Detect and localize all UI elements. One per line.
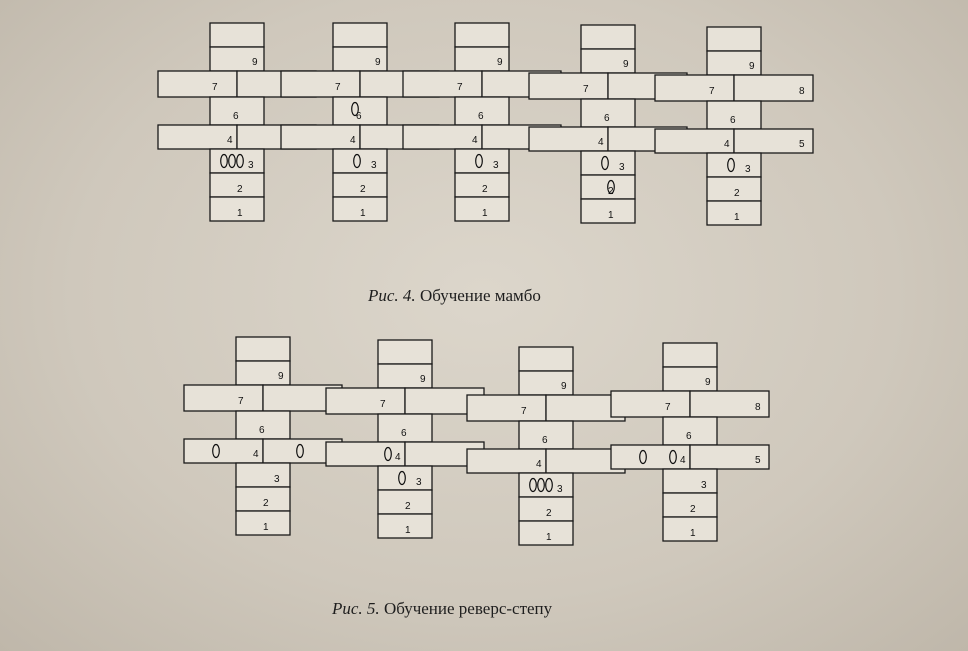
cell-number: 9	[252, 57, 258, 68]
grid-cell	[529, 73, 608, 99]
grid-cell	[467, 395, 546, 421]
cell-number: 1	[690, 528, 696, 539]
grid-cell	[236, 463, 290, 487]
cell-number: 5	[755, 455, 761, 466]
grid-cell	[707, 27, 761, 51]
grid-cell	[663, 343, 717, 367]
cell-number: 6	[542, 435, 548, 446]
cell-number: 9	[749, 61, 755, 72]
grid-cell	[663, 469, 717, 493]
cell-number: 1	[734, 212, 740, 223]
cell-number: 1	[608, 210, 614, 221]
step-diagram-4	[529, 25, 687, 223]
grid-cell	[378, 340, 432, 364]
grid-cell	[611, 391, 690, 417]
cell-number: 9	[561, 381, 567, 392]
cell-number: 4	[472, 135, 478, 146]
cell-number: 7	[583, 84, 589, 95]
cell-number: 6	[730, 115, 736, 126]
cell-number: 4	[253, 449, 259, 460]
cell-number: 7	[380, 399, 386, 410]
cell-number: 1	[546, 532, 552, 543]
grid-cell	[403, 125, 482, 149]
cell-number: 6	[478, 111, 484, 122]
cell-number: 9	[497, 57, 503, 68]
step-diagram-1	[158, 23, 316, 221]
grid-cell	[581, 25, 635, 49]
cell-number: 2	[734, 188, 740, 199]
cell-number: 3	[557, 484, 563, 495]
grid-cell	[403, 71, 482, 97]
grid-cell	[158, 125, 237, 149]
cell-number: 4	[724, 139, 730, 150]
step-diagram-5	[655, 27, 813, 225]
grid-cell	[611, 445, 690, 469]
step-diagram-7	[326, 340, 484, 538]
cell-number: 2	[405, 501, 411, 512]
cell-number: 7	[521, 406, 527, 417]
cell-number: 3	[371, 160, 377, 171]
grid-cell	[281, 125, 360, 149]
cell-number: 6	[686, 431, 692, 442]
cell-number: 2	[690, 504, 696, 515]
cell-number: 2	[263, 498, 269, 509]
cell-number: 3	[745, 164, 751, 175]
figure-5-title: Обучение реверс-степу	[383, 599, 553, 618]
figure-4-title: Обучение мамбо	[419, 286, 541, 305]
grid-cell	[467, 449, 546, 473]
cell-number: 6	[259, 425, 265, 436]
cell-number: 6	[356, 111, 362, 122]
grid-cell	[519, 347, 573, 371]
figure-4-caption	[368, 286, 541, 306]
grid-cell	[326, 388, 405, 414]
cell-number: 4	[227, 135, 233, 146]
figure-5-label: Рис. 5.	[332, 599, 380, 618]
figure-5-caption	[332, 599, 552, 619]
cell-number: 3	[416, 477, 422, 488]
figure-4-label: Рис. 4.	[368, 286, 416, 305]
cell-number: 3	[274, 474, 280, 485]
cell-number: 4	[395, 452, 401, 463]
cell-number: 1	[237, 208, 243, 219]
step-diagram-8	[467, 347, 625, 545]
cell-number: 7	[238, 396, 244, 407]
grid-cell	[281, 71, 360, 97]
cell-number: 7	[212, 82, 218, 93]
cell-number: 8	[799, 86, 805, 97]
grid-cell	[655, 75, 734, 101]
cell-number: 7	[709, 86, 715, 97]
grid-cell	[529, 127, 608, 151]
cell-number: 9	[375, 57, 381, 68]
cell-number: 3	[493, 160, 499, 171]
cell-number: 6	[233, 111, 239, 122]
cell-number: 3	[701, 480, 707, 491]
cell-number: 8	[755, 402, 761, 413]
grid-cell	[184, 385, 263, 411]
grid-cell	[455, 23, 509, 47]
step-diagram-3	[403, 23, 561, 221]
cell-number: 1	[405, 525, 411, 536]
cell-number: 1	[263, 522, 269, 533]
grid-cell	[236, 337, 290, 361]
grid-cell	[158, 71, 237, 97]
cell-number: 9	[420, 374, 426, 385]
step-diagram-6	[184, 337, 342, 535]
cell-number: 2	[546, 508, 552, 519]
step-diagram-2	[281, 23, 439, 221]
cell-number: 2	[608, 186, 614, 197]
cell-number: 4	[598, 137, 604, 148]
cell-number: 7	[335, 82, 341, 93]
cell-number: 2	[237, 184, 243, 195]
grid-cell	[210, 23, 264, 47]
cell-number: 6	[604, 113, 610, 124]
cell-number: 2	[360, 184, 366, 195]
cell-number: 9	[705, 377, 711, 388]
cell-number: 9	[278, 371, 284, 382]
cell-number: 2	[482, 184, 488, 195]
grid-cell	[333, 23, 387, 47]
step-diagram-9	[611, 343, 769, 541]
cell-number: 7	[457, 82, 463, 93]
cell-number: 1	[482, 208, 488, 219]
cell-number: 9	[623, 59, 629, 70]
cell-number: 7	[665, 402, 671, 413]
cell-number: 4	[680, 455, 686, 466]
cell-number: 3	[248, 160, 254, 171]
cell-number: 5	[799, 139, 805, 150]
cell-number: 1	[360, 208, 366, 219]
grid-cell	[655, 129, 734, 153]
cell-number: 6	[401, 428, 407, 439]
grid-cell	[184, 439, 263, 463]
cell-number: 4	[536, 459, 542, 470]
grid-cell	[326, 442, 405, 466]
cell-number: 4	[350, 135, 356, 146]
cell-number: 3	[619, 162, 625, 173]
